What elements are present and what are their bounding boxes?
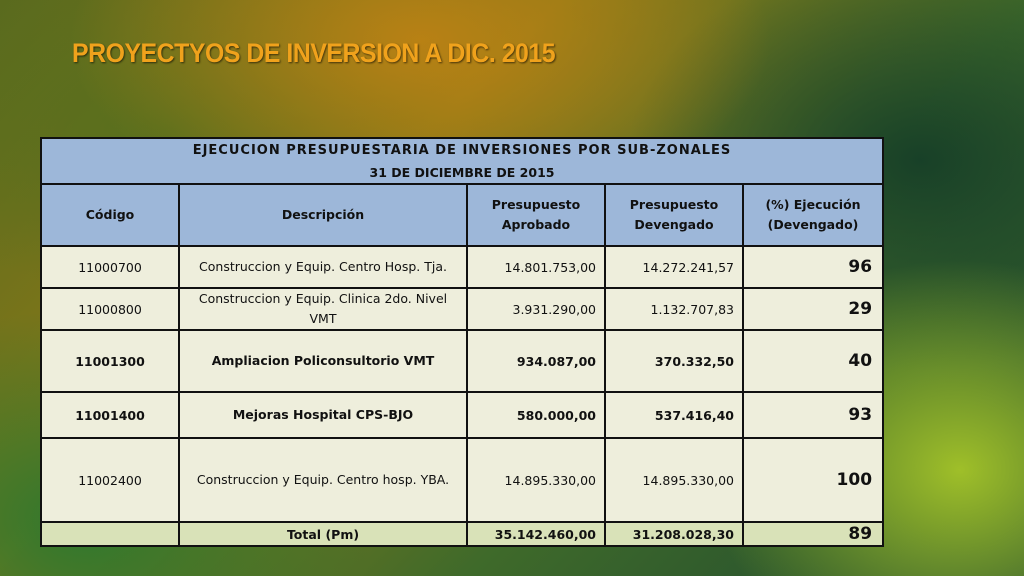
budget-table-container: [40, 137, 882, 547]
column-header-aprobado: Presupuesto Aprobado: [467, 184, 605, 246]
cell-codigo: 11000700: [41, 246, 179, 288]
total-empty-cell: [41, 522, 179, 546]
cell-aprobado: 14.801.753,00: [467, 246, 605, 288]
budget-table: [40, 137, 884, 547]
column-header-ejecucion: (%) Ejecución (Devengado): [743, 184, 883, 246]
cell-codigo: 11000800: [41, 288, 179, 330]
slide-title: PROYECTYOS DE INVERSION A DIC. 2015: [72, 38, 556, 68]
cell-aprobado: 580.000,00: [467, 392, 605, 438]
total-aprobado: 35.142.460,00: [467, 522, 605, 546]
table-row: [41, 246, 883, 288]
cell-devengado: 14.895.330,00: [605, 438, 743, 522]
total-ejecucion: 89: [743, 522, 883, 546]
cell-aprobado: 14.895.330,00: [467, 438, 605, 522]
cell-descripcion: Mejoras Hospital CPS-BJO: [179, 392, 467, 438]
cell-ejecucion: 96: [743, 246, 883, 288]
cell-ejecucion: 100: [743, 438, 883, 522]
total-devengado: 31.208.028,30: [605, 522, 743, 546]
cell-descripcion: Ampliacion Policonsultorio VMT: [179, 330, 467, 392]
cell-descripcion: Construccion y Equip. Clinica 2do. Nivel VMT: [179, 288, 467, 330]
cell-devengado: 370.332,50: [605, 330, 743, 392]
table-heading: EJECUCION PRESUPUESTARIA DE INVERSIONES POR SUB-ZONALES: [41, 138, 883, 161]
cell-devengado: 1.132.707,83: [605, 288, 743, 330]
cell-codigo: 11001300: [41, 330, 179, 392]
total-label: Total (Pm): [179, 522, 467, 546]
cell-ejecucion: 40: [743, 330, 883, 392]
table-row: [41, 392, 883, 438]
cell-ejecucion: 93: [743, 392, 883, 438]
table-date: 31 DE DICIEMBRE DE 2015: [41, 161, 883, 184]
total-row: [41, 522, 883, 546]
cell-descripcion: Construccion y Equip. Centro Hosp. Tja.: [179, 246, 467, 288]
cell-codigo: 11001400: [41, 392, 179, 438]
cell-devengado: 537.416,40: [605, 392, 743, 438]
table-row: [41, 330, 883, 392]
cell-descripcion: Construccion y Equip. Centro hosp. YBA.: [179, 438, 467, 522]
column-header-codigo: Código: [41, 184, 179, 246]
cell-aprobado: 934.087,00: [467, 330, 605, 392]
column-header-descripcion: Descripción: [179, 184, 467, 246]
cell-aprobado: 3.931.290,00: [467, 288, 605, 330]
cell-codigo: 11002400: [41, 438, 179, 522]
cell-ejecucion: 29: [743, 288, 883, 330]
column-header-devengado: Presupuesto Devengado: [605, 184, 743, 246]
cell-devengado: 14.272.241,57: [605, 246, 743, 288]
table-row: [41, 288, 883, 330]
table-row: [41, 438, 883, 522]
